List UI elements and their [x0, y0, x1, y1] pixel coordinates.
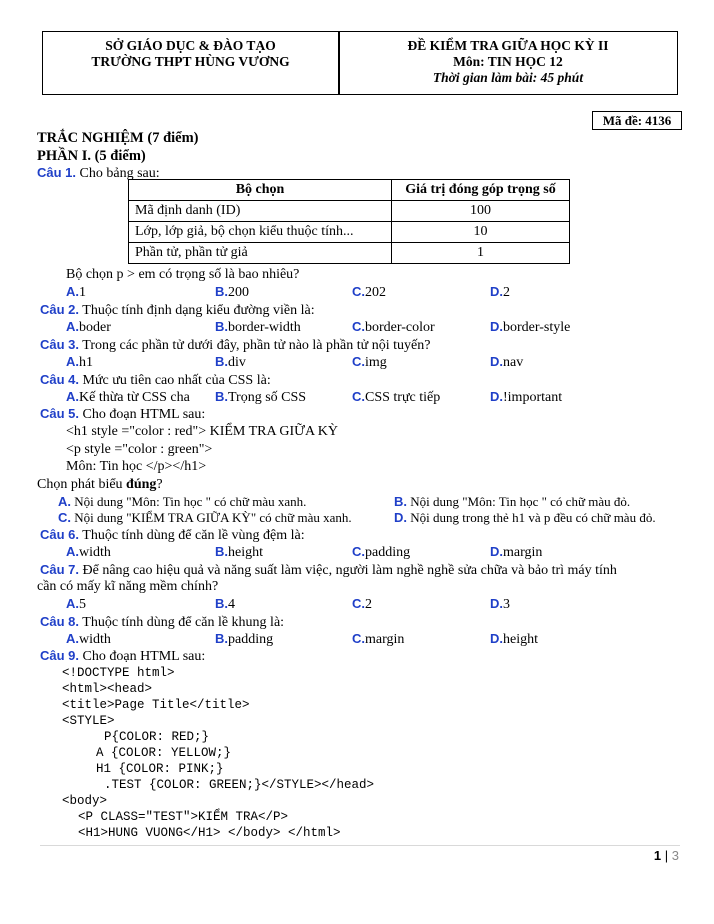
- option-c: C.202: [352, 284, 386, 300]
- code-line: <!DOCTYPE html>: [62, 666, 175, 680]
- option-b: B.200: [215, 284, 249, 300]
- option-c: C.CSS trực tiếp: [352, 389, 441, 405]
- question-4: Câu 4. Mức ưu tiên cao nhất của CSS là:: [40, 372, 271, 388]
- option-b: B.Trọng số CSS: [215, 389, 307, 405]
- table-cell: Lớp, lớp giả, bộ chọn kiểu thuộc tính...: [129, 222, 392, 243]
- option-c: C. Nội dung "KIỂM TRA GIỮA KỲ" có chữ màu xanh.: [58, 510, 352, 525]
- question-7: Câu 7. Để nâng cao hiệu quả và năng suất làm việc, người làm nghề nghề sửa chữa và bảo trì máy tính: [40, 562, 617, 578]
- table-header: Giá trị đóng góp trọng số: [392, 180, 570, 201]
- section-title: TRẮC NGHIỆM (7 điểm): [37, 130, 199, 146]
- option-c: C.border-color: [352, 319, 435, 335]
- option-b: B.4: [215, 596, 235, 612]
- question-1: Câu 1. Cho bảng sau:: [37, 165, 160, 181]
- table-cell: Phần tử, phần tử giả: [129, 243, 392, 264]
- selector-weight-table: [128, 179, 570, 264]
- school-name: TRƯỜNG THPT HÙNG VƯƠNG: [91, 54, 290, 69]
- question-6: Câu 6. Thuộc tính dùng để căn lề vùng đệm là:: [40, 527, 305, 543]
- option-d: D.2: [490, 284, 510, 300]
- option-c: C.2: [352, 596, 372, 612]
- table-header: Bộ chọn: [129, 180, 392, 201]
- option-d: D.nav: [490, 354, 524, 370]
- option-b: B.div: [215, 354, 246, 370]
- code-line: <body>: [62, 794, 108, 808]
- question-3: Câu 3. Trong các phần tử dưới đây, phần tử nào là phần tử nội tuyến?: [40, 337, 431, 353]
- code-line: <p style ="color : green">: [66, 442, 213, 457]
- code-line: P{COLOR: RED;}: [104, 730, 210, 744]
- option-d: D.margin: [490, 544, 543, 560]
- table-row: [129, 222, 570, 243]
- option-d: D. Nội dung trong thẻ h1 và p đều có chữ màu đỏ.: [394, 510, 656, 525]
- table-cell: 100: [392, 201, 570, 222]
- option-b: B.padding: [215, 631, 274, 647]
- option-d: D.!important: [490, 389, 563, 405]
- page-number: 1 | 3: [653, 848, 679, 863]
- question-2: Câu 2. Thuộc tính định dạng kiểu đường viền là:: [40, 302, 315, 318]
- code-line: <H1>HUNG VUONG</H1> </body> </html>: [78, 826, 341, 840]
- question-9: Câu 9. Cho đoạn HTML sau:: [40, 648, 206, 664]
- option-a: A.Kế thừa từ CSS cha: [66, 389, 190, 405]
- table-cell: 10: [392, 222, 570, 243]
- code-line: <h1 style ="color : red"> KIỂM TRA GIỮA KỲ: [66, 424, 339, 439]
- table-header-row: [129, 180, 570, 201]
- table-cell: 1: [392, 243, 570, 264]
- part-title: PHẦN I. (5 điểm): [37, 148, 146, 164]
- option-b: B.height: [215, 544, 263, 560]
- option-a: A. Nội dung "Môn: Tin học " có chữ màu xanh.: [58, 494, 307, 509]
- option-c: C.img: [352, 354, 387, 370]
- code-line: H1 {COLOR: PINK;}: [96, 762, 224, 776]
- code-line: .TEST {COLOR: GREEN;}</STYLE></head>: [104, 778, 375, 792]
- exam-header: [42, 31, 678, 95]
- option-c: C.padding: [352, 544, 411, 560]
- option-a: A.1: [66, 284, 86, 300]
- table-row: [129, 243, 570, 264]
- option-b: B.border-width: [215, 319, 301, 335]
- code-line: <html><head>: [62, 682, 153, 696]
- code-line: <title>Page Title</title>: [62, 698, 250, 712]
- option-a: A.boder: [66, 319, 111, 335]
- question-5-prompt: Chọn phát biểu đúng?: [37, 477, 163, 492]
- option-d: D.3: [490, 596, 510, 612]
- exam-code: Mã đề: 4136: [592, 111, 682, 130]
- code-line: <STYLE>: [62, 714, 115, 728]
- option-a: A.5: [66, 596, 86, 612]
- question-1-followup: Bộ chọn p > em có trọng số là bao nhiêu?: [66, 267, 300, 282]
- exam-subject: Môn: TIN HỌC 12: [453, 54, 563, 69]
- option-d: D.height: [490, 631, 538, 647]
- code-line: <P CLASS="TEST">KIỂM TRA</P>: [78, 810, 289, 824]
- table-row: [129, 201, 570, 222]
- exam-duration: Thời gian làm bài: 45 phút: [432, 70, 584, 85]
- question-5: Câu 5. Cho đoạn HTML sau:: [40, 406, 206, 422]
- question-7-cont: cần có mấy kĩ năng mềm chính?: [37, 579, 219, 594]
- option-a: A.width: [66, 544, 111, 560]
- question-8: Câu 8. Thuộc tính dùng để căn lề khung là:: [40, 614, 285, 630]
- code-line: A {COLOR: YELLOW;}: [96, 746, 232, 760]
- table-cell: Mã định danh (ID): [129, 201, 392, 222]
- option-b: B. Nội dung "Môn: Tin học " có chữ màu đỏ.: [394, 494, 631, 509]
- department-name: SỞ GIÁO DỤC & ĐÀO TẠO: [105, 38, 276, 53]
- exam-title: ĐỀ KIỂM TRA GIỮA HỌC KỲ II: [407, 38, 609, 53]
- option-d: D.border-style: [490, 319, 571, 335]
- footer-divider: [40, 845, 680, 846]
- code-line: Môn: Tin học </p></h1>: [66, 459, 207, 474]
- option-a: A.width: [66, 631, 111, 647]
- option-c: C.margin: [352, 631, 405, 647]
- option-a: A.h1: [66, 354, 93, 370]
